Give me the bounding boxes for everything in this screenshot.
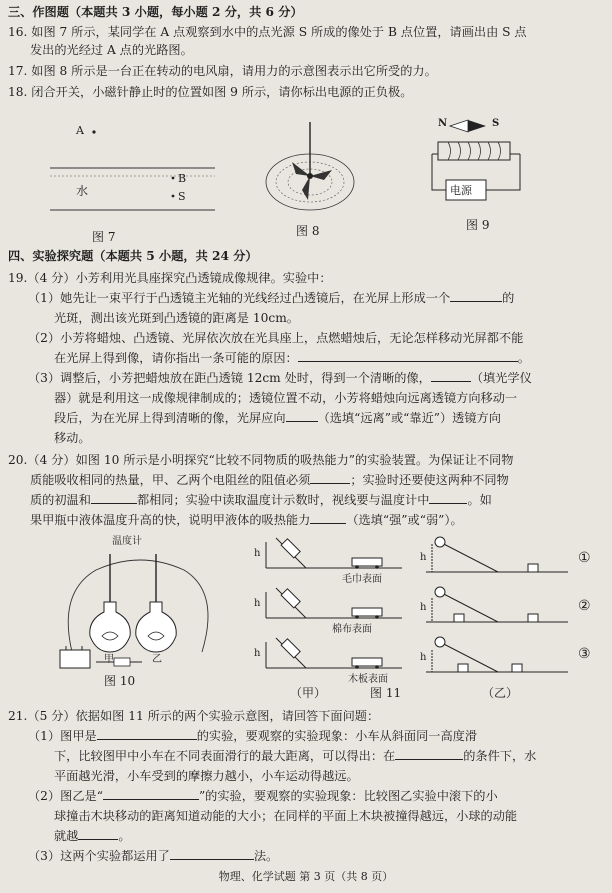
q21-p3-text1: （3）这两个实验都运用了	[28, 849, 170, 863]
q21-p1a	[28, 728, 477, 744]
q21-blank-3[interactable]	[103, 788, 199, 800]
q19-blank-2[interactable]	[298, 350, 518, 362]
fig8-caption: 图 8	[296, 224, 320, 238]
figure-11-yi-drawing	[418, 534, 598, 684]
q21-p1c: 平面越光滑，小车受到的摩擦力越小，小车运动得越远。	[54, 769, 359, 783]
fig11-jia-h2: h	[254, 598, 261, 609]
figure-7	[40, 118, 220, 228]
q20-d-text1: 果甲瓶中液体温度升高的快，说明甲液体的吸热能力	[30, 513, 311, 527]
q19-blank-4[interactable]	[286, 410, 318, 422]
section4-heading: 四、实验探究题（本题共 5 小题，共 24 分）	[8, 249, 258, 263]
fig11-yi-label: （乙）	[482, 686, 519, 700]
fig11-jia-h1: h	[254, 548, 261, 559]
fig11-jia-label: （甲）	[290, 686, 327, 700]
figure-7-drawing	[40, 118, 220, 228]
fig11-yi-h1: h	[420, 552, 427, 563]
q19-p1a-text: （1）她先让一束平行于凸透镜主光轴的光线经过凸透镜后，在光屏上形成一个	[28, 291, 451, 305]
fig11-num-3: ③	[578, 646, 591, 662]
q19-p3c-text1: 段后，为在光屏上得到清晰的像，光屏应向	[54, 411, 286, 425]
q19-p3c	[54, 410, 501, 426]
figure-11-yi	[418, 534, 598, 684]
q21-p2a	[28, 788, 498, 804]
fig7-caption: 图 7	[92, 230, 116, 244]
q20-c-text2: 都相同；实验中读取温度计示数时，视线要与温度计中	[136, 493, 430, 507]
q19-p3b: 器）就是利用这一成像规律制成的；透镜位置不动，小芳将蜡烛向远离透镜方向移动一	[54, 391, 518, 405]
fig11-yi-h3: h	[420, 652, 427, 663]
q21-blank-2[interactable]	[395, 748, 463, 760]
fig11-yi-h2: h	[420, 602, 427, 613]
fig7-water-label: 水	[76, 184, 89, 198]
q21-blank-1[interactable]	[97, 728, 197, 740]
q19-p1a	[28, 290, 514, 306]
q19-p2b-text: 在光屏上得到像，请你指出一条可能的原因：	[54, 351, 298, 365]
q19-p3a-text2: （填光学仪	[470, 371, 532, 385]
q20-b-text2: ；实验时还要使这两种不同物	[350, 473, 509, 487]
q21-p1b-text2: 的条件下，水	[463, 749, 537, 763]
q20-blank-1[interactable]	[310, 472, 350, 484]
q19-blank-1[interactable]	[450, 290, 502, 302]
fig11-surface-wood: 木板表面	[348, 674, 388, 685]
figure-8	[262, 118, 358, 222]
figure-10	[52, 532, 228, 672]
fig9-n-pole: N	[438, 118, 448, 129]
q21-p2c-text1: 就越	[54, 829, 79, 843]
fig9-power-label: 电源	[450, 184, 472, 197]
q21-p2c-text2: 。	[118, 829, 131, 843]
q20-d-text2: （选填“强”或“弱”）。	[346, 513, 463, 527]
q19-intro: 19.（4 分）小芳利用光具座探究凸透镜成像规律。实验中：	[8, 271, 332, 285]
q20-line-d	[30, 512, 463, 528]
q20-line-a: 20.（4 分）如图 10 所示是小明探究“比较不同物质的吸热能力”的实验装置。为保证让不同物	[8, 453, 514, 467]
figure-11-jia	[252, 534, 402, 684]
figure-8-drawing	[262, 118, 358, 222]
q21-p1b	[54, 748, 536, 764]
q19-p2a: （2）小芳将蜡烛、凸透镜、光屏依次放在光具座上，点燃蜡烛后，无论怎样移动光屏都不能	[28, 331, 524, 345]
q19-p3d: 移动。	[54, 431, 91, 445]
q21-intro: 21.（5 分）依据如图 11 所示的两个实验示意图，请回答下面问题：	[8, 709, 380, 723]
q20-c-text1: 质的初温和	[30, 493, 91, 507]
q21-p3-text2: 法。	[253, 849, 279, 863]
q18-text: 18. 闭合开关，小磁针静止时的位置如图 9 所示，请你标出电源的正负极。	[8, 85, 413, 99]
fig9-s-pole: S	[492, 118, 500, 129]
figure-9	[420, 114, 538, 212]
q21-p2c	[54, 828, 131, 844]
q19-p1b: 光斑，测出该光斑到凸透镜的距离是 10cm。	[54, 311, 299, 325]
q21-p3	[28, 848, 278, 864]
q20-line-b	[30, 472, 509, 488]
q16-line2: 发出的光经过 A 点的光路图。	[30, 43, 193, 57]
q21-blank-4[interactable]	[78, 828, 118, 840]
section3-heading: 三、作图题（本题共 3 小题，每小题 2 分，共 6 分）	[8, 5, 303, 19]
figure-10-drawing	[52, 532, 228, 672]
fig10-yi-label: 乙	[152, 654, 162, 665]
q19-p2b	[54, 350, 530, 366]
q20-blank-4[interactable]	[310, 512, 346, 524]
q21-p1a-text1: （1）图甲是	[28, 729, 97, 743]
q19-p3a-text1: （3）调整后，小芳把蜡烛放在距凸透镜 12cm 处时，得到一个清晰的像，	[28, 371, 431, 385]
q21-p1b-text1: 下，比较图甲中小车在不同表面滑行的最大距离，可以得出：在	[54, 749, 396, 763]
q19-p3c-text2: （选填“远离”或“靠近”）透镜方向	[317, 411, 501, 425]
fig11-surface-towel: 毛巾表面	[342, 574, 382, 585]
fig11-jia-h3: h	[254, 648, 261, 659]
fig11-caption: 图 11	[370, 686, 402, 700]
q21-p2a-text1: （2）图乙是“	[28, 789, 103, 803]
fig11-num-2: ②	[578, 598, 591, 614]
q19-p2b-end: 。	[517, 351, 530, 365]
fig7-point-a: A	[76, 124, 84, 137]
q20-line-c	[30, 492, 492, 508]
fig7-point-s: S	[178, 190, 186, 203]
fig10-jia-label: 甲	[104, 654, 114, 665]
q21-p2b: 球撞击木块移动的距离知道动能的大小；在同样的平面上木块被撞得越远，小球的动能	[54, 809, 518, 823]
q19-p1a-end: 的	[502, 291, 515, 305]
fig11-num-1: ①	[578, 550, 591, 566]
page-footer: 物理、化学试题 第 3 页（共 8 页）	[218, 870, 394, 883]
q19-blank-3[interactable]	[431, 370, 471, 382]
q21-p1a-text2: 的实验，要观察的实验现象：小车从斜面同一高度滑	[196, 729, 478, 743]
fig9-caption: 图 9	[466, 218, 490, 232]
q20-blank-3[interactable]	[429, 492, 467, 504]
q21-blank-5[interactable]	[170, 848, 254, 860]
fig7-point-b: B	[178, 172, 187, 185]
q17-text: 17. 如图 8 所示是一台正在转动的电风扇，请用力的示意图表示出它所受的力。	[8, 64, 437, 78]
fig11-surface-cotton: 棉布表面	[332, 624, 372, 635]
q20-blank-2[interactable]	[91, 492, 137, 504]
q16-line1: 16. 如图 7 所示，某同学在 A 点观察到水中的点光源 S 所成的像处于 B 点位置，请画出由 S 点	[8, 25, 527, 39]
figure-11-jia-drawing	[252, 534, 402, 684]
q21-p2a-text2: ”的实验，要观察的实验现象：比较图乙实验中滚下的小	[198, 789, 498, 803]
fig10-caption: 图 10	[104, 674, 136, 688]
q20-b-text1: 质能吸收相同的热量，甲、乙两个电阻丝的阻值必须	[30, 473, 311, 487]
q19-p3a	[28, 370, 532, 386]
q20-c-text3: 。如	[467, 493, 492, 507]
fig10-thermometer-label: 温度计	[112, 536, 142, 547]
